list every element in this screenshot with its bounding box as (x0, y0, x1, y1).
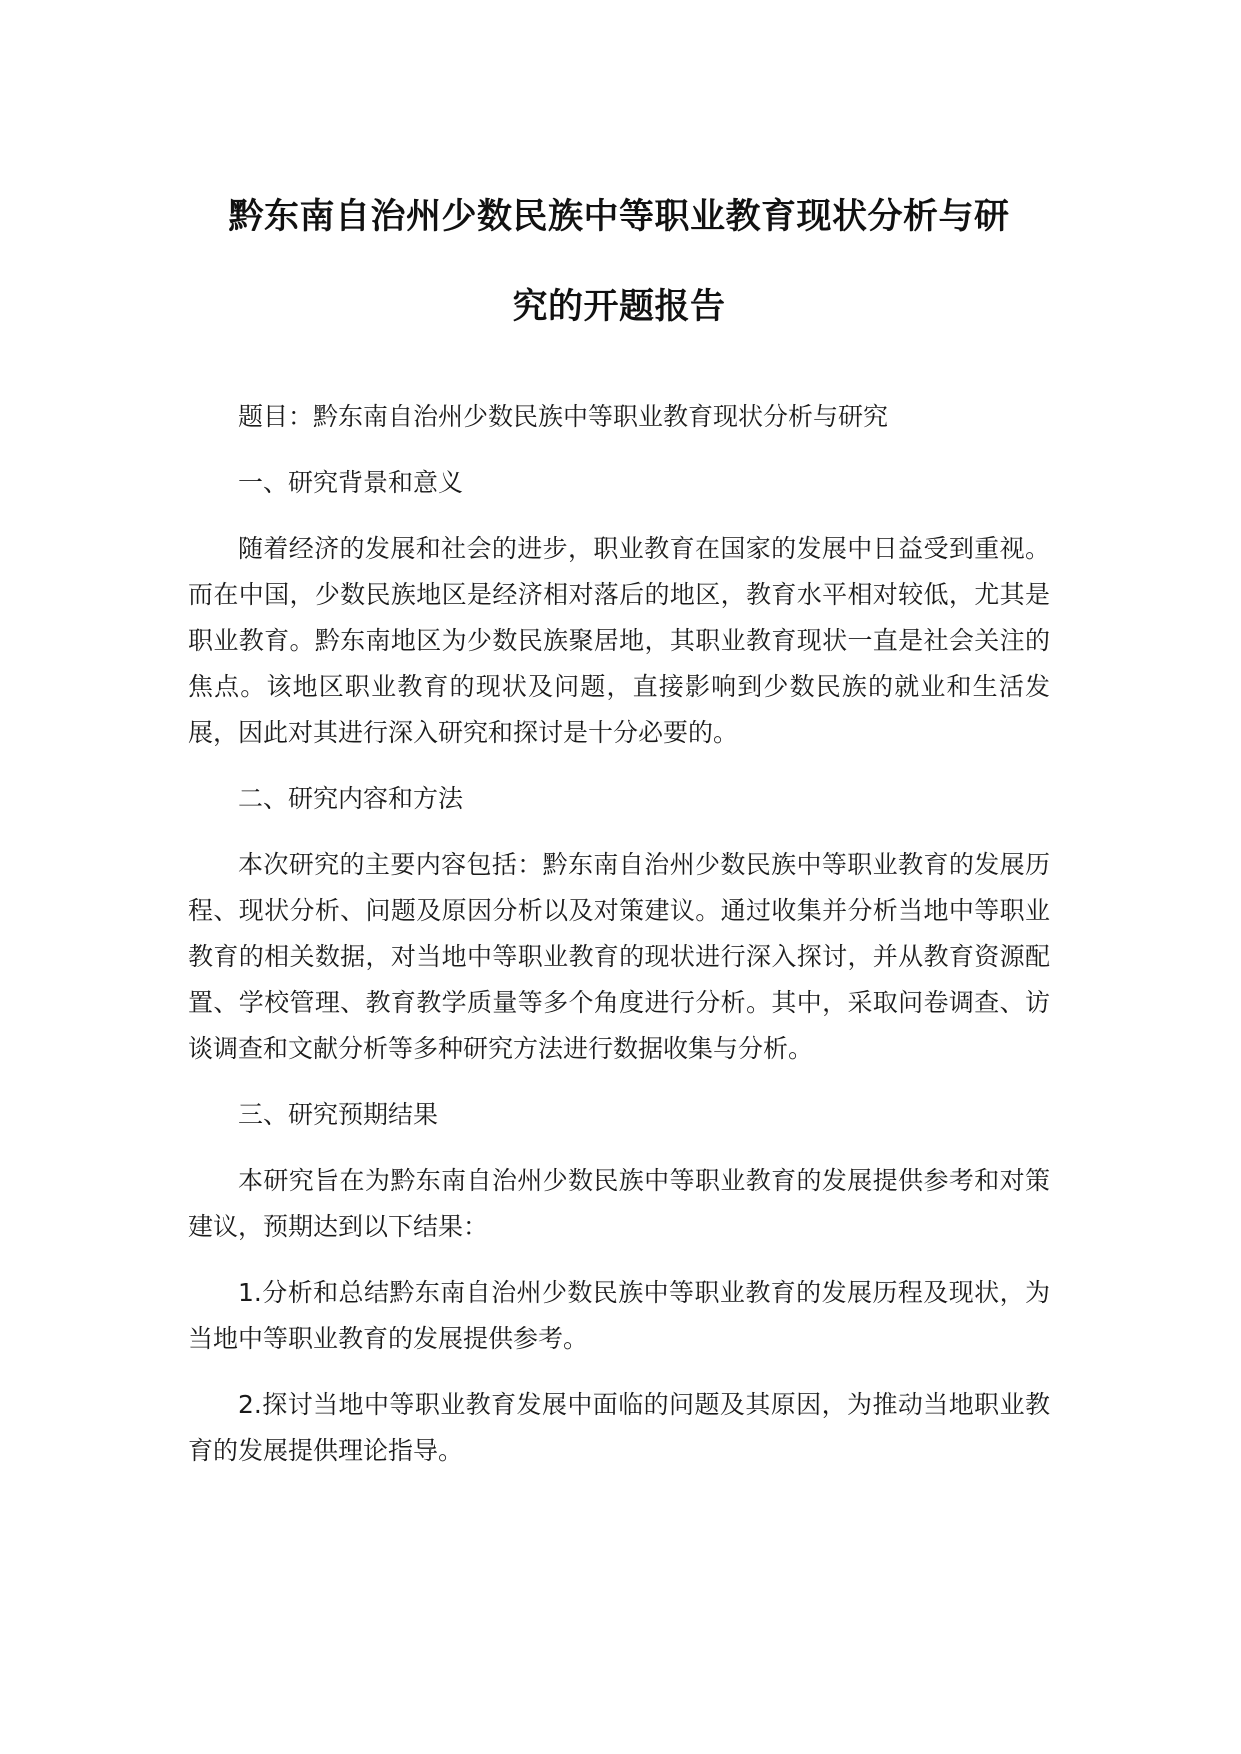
title-line-2: 究的开题报告 (512, 287, 726, 327)
section-1-heading: 一、研究背景和意义 (238, 468, 464, 497)
section-2-paragraph: 本次研究的主要内容包括：黔东南自治州少数民族中等职业教育的发展历程、现状分析、问题及原因分析以及对策建议。通过收集并分析当地中等职业教育的相关数据，对当地中等职业教育的现状进行深入探讨，并从教育资源配置、学校管理、教育教学质量等多个角度进行分析。其中，采取问卷调查、访谈调查和文献分析等多种研究方法进行数据收集与分析。 (188, 850, 1050, 1063)
document-page (188, 0, 1050, 1494)
title-line-1: 黔东南自治州少数民族中等职业教育现状分析与研 (228, 197, 1010, 237)
section-3-item-2: 2.探讨当地中等职业教育发展中面临的问题及其原因，为推动当地职业教育的发展提供理论指导。 (188, 1390, 1050, 1465)
section-1-paragraph: 随着经济的发展和社会的进步，职业教育在国家的发展中日益受到重视。而在中国，少数民族地区是经济相对落后的地区，教育水平相对较低，尤其是职业教育。黔东南地区为少数民族聚居地，其职业教育现状一直是社会关注的焦点。该地区职业教育的现状及问题，直接影响到少数民族的就业和生活发展，因此对其进行深入研究和探讨是十分必要的。 (188, 534, 1050, 747)
section-3-intro: 本研究旨在为黔东南自治州少数民族中等职业教育的发展提供参考和对策建议，预期达到以下结果： (188, 1166, 1050, 1241)
document-body (188, 394, 1050, 1474)
section-3-item-1: 1.分析和总结黔东南自治州少数民族中等职业教育的发展历程及现状，为当地中等职业教育的发展提供参考。 (188, 1278, 1050, 1353)
document-title (188, 0, 1050, 352)
section-2-heading: 二、研究内容和方法 (238, 784, 464, 813)
section-3-heading: 三、研究预期结果 (238, 1100, 439, 1129)
subject-line: 题目：黔东南自治州少数民族中等职业教育现状分析与研究 (238, 402, 889, 431)
